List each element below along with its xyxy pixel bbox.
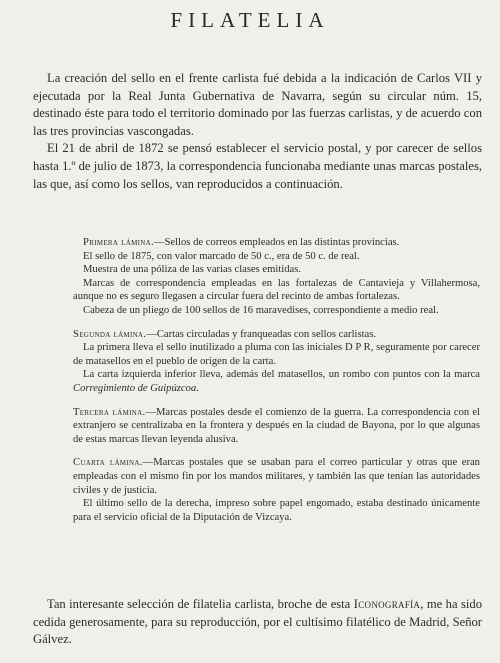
fourth-plate-paragraph-2: El último sello de la derecha, impreso sobre papel engomado, estaba destinado únicamente para el servicio oficial de la Diputación de Vizcaya.: [73, 498, 480, 523]
second-plate-paragraph-2: La primera lleva el sello inutilizado a pluma con las iniciales D P R, seguramente por carecer de matasellos en el pueblo de origen de la carta.: [73, 342, 480, 367]
third-plate-text: —Marcas postales desde el comienzo de la guerra. La correspondencia con el extranjero se centralizaba en la frontera y después en la ciudad de Bayona, por lo que algunas de estas marcas llevan leyenda alusiva.: [73, 406, 480, 445]
third-plate-label: Tercera lámina.: [73, 406, 146, 418]
intro-section: [33, 70, 482, 193]
intro-paragraph-1: La creación del sello en el frente carlista fué debida a la indicación de Carlos VII y ejecutada por la Real Junta Gubernativa de Navarra, según su circular núm. 15, destinado éste para todo el territorio dominado por las fuerzas carlistas, y de acuerdo con las tres provincias vascongadas.: [33, 71, 482, 138]
corregimiento-mark: Corregimiento de Guipúzcoa: [73, 382, 197, 394]
fourth-plate-label: Cuarta lámina.: [73, 457, 143, 469]
second-plate-p3-text: La carta izquierda inferior lleva, además del matasellos, un rombo con puntos con la marca: [83, 369, 480, 381]
second-plate-paragraph: [73, 328, 480, 342]
second-plate-paragraph-3: [73, 368, 480, 395]
second-plate-p3-end: .: [196, 382, 199, 394]
first-plate-label: Primera lámina.: [83, 237, 154, 248]
second-plate-label: Segunda lámina.: [73, 328, 147, 340]
first-plate-text: —Sellos de correos empleados en las distintas provincias.: [153, 237, 400, 248]
second-plate-text: —Cartas circuladas y franqueadas con sellos carlistas.: [146, 328, 376, 340]
first-plate-paragraph-5: Cabeza de un pliego de 100 sellos de 16 maravedises, correspondiente a medio real.: [83, 304, 439, 316]
closing-paragraph: [33, 596, 482, 649]
first-plate-paragraph: [73, 236, 480, 250]
intro-paragraph-2: El 21 de abril de 1872 se pensó establecer el servicio postal, y por carecer de sellos hasta 1.º de julio de 1873, la correspondencia funcionaba mediante unas marcas postales, las que, así como los sellos, van reproducidos a continuación.: [33, 141, 482, 191]
fourth-plate-text: —Marcas postales que se usaban para el correo particular y otras que eran empleadas con el mismo fin por los mandos militares, y también las que tenían las autoridades civiles y de justicia.: [73, 457, 480, 496]
iconografia-word: Iconografía: [353, 597, 421, 611]
first-plate-paragraph-4: Marcas de correspondencia empleadas en las fortalezas de Cantavieja y Villahermosa, aunque no es seguro llegasen a circular fuera del recinto de ambas fortalezas.: [73, 277, 480, 303]
closing-text-start: Tan interesante selección de filatelia carlista, broche de esta: [47, 597, 354, 611]
first-plate-paragraph-3: Muestra de una póliza de las varias clases emitidas.: [83, 264, 301, 276]
first-plate-paragraph-2: El sello de 1875, con valor marcado de 50 c., era de 50 c. de real.: [83, 250, 360, 262]
third-plate-paragraph: [73, 406, 480, 447]
closing-section: [33, 596, 482, 649]
page-title: FILATELIA: [170, 8, 330, 32]
fourth-plate-paragraph: [73, 456, 480, 497]
closing-text-end: , me ha sido cedida generosamente, para su reproducción, por el cultísimo filatélico de Madrid, Señor Gálvez.: [33, 597, 482, 647]
plates-section: [73, 236, 480, 524]
